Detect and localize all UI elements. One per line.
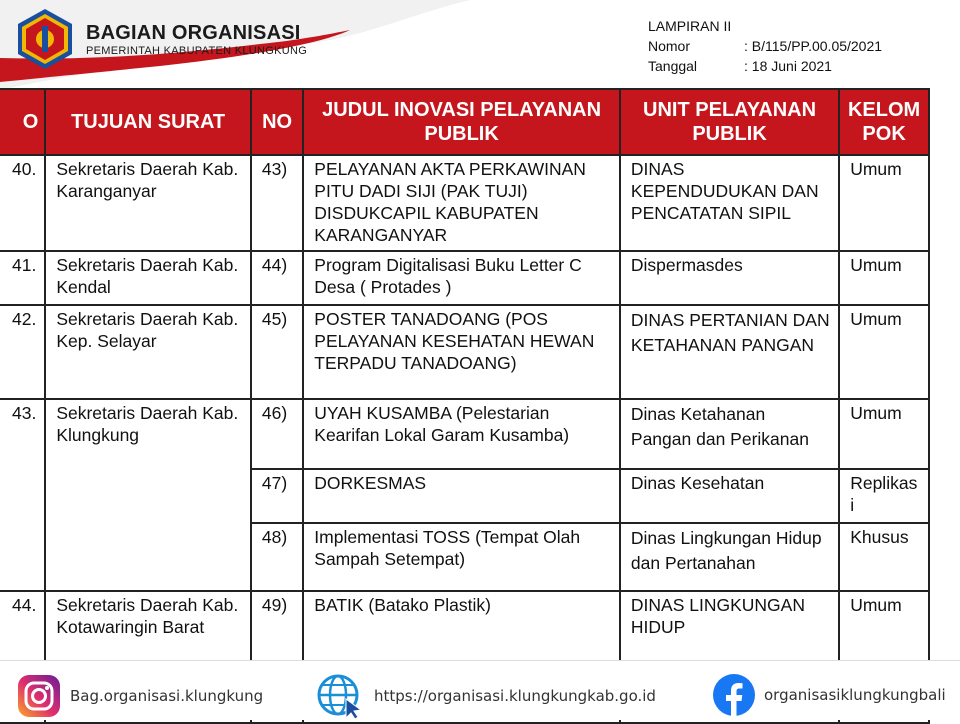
tujuan-surat-cell: Sekretaris Daerah Kab. Kendal [45, 251, 251, 305]
row-number: 41. [0, 251, 45, 305]
table-row [0, 591, 929, 663]
globe-cursor-icon [316, 673, 366, 719]
inovasi-number: 44) [251, 251, 303, 305]
inovasi-number: 45) [251, 305, 303, 399]
facebook-page: organisasiklungkungbali [764, 686, 946, 704]
header-unit-pelayanan: UNIT PELAYANAN PUBLIK [620, 89, 839, 155]
kelompok-cell: Umum [839, 591, 929, 663]
header-kelompok: KELOM POK [839, 89, 929, 155]
page-footer [0, 660, 960, 720]
judul-inovasi-cell: Implementasi TOSS (Tempat Olah Sampah Setempat) [303, 523, 620, 591]
tanggal-value: : 18 Juni 2021 [744, 58, 832, 74]
kelompok-cell: Umum [839, 251, 929, 305]
website-url: https://organisasi.klungkungkab.go.id [374, 687, 656, 705]
header-judul-inovasi: JUDUL INOVASI PELAYANAN PUBLIK [303, 89, 620, 155]
instagram-icon [16, 673, 62, 719]
inovasi-number: 49) [251, 591, 303, 663]
tujuan-surat-cell: Sekretaris Daerah Kab. Kep. Selayar [45, 305, 251, 399]
table-row [0, 251, 929, 305]
inovasi-number: 43) [251, 155, 303, 251]
kelompok-cell: Umum [839, 399, 929, 469]
klungkung-regency-emblem-icon [14, 8, 76, 70]
inovasi-number: 47) [251, 469, 303, 523]
facebook-icon [712, 673, 756, 717]
judul-inovasi-cell: DORKESMAS [303, 469, 620, 523]
kelompok-cell: Umum [839, 305, 929, 399]
page-header [0, 0, 960, 90]
tujuan-surat-cell: Sekretaris Daerah Kab. Kotawaringin Barat [45, 591, 251, 723]
unit-pelayanan-cell: Dinas Ketahanan Pangan dan Perikanan [620, 399, 839, 469]
instagram-handle: Bag.organisasi.klungkung [70, 687, 264, 705]
brand-title: BAGIAN ORGANISASI [86, 22, 301, 44]
kelompok-cell: Umum [839, 155, 929, 251]
unit-pelayanan-cell: DINAS LINGKUNGAN HIDUP [620, 591, 839, 663]
judul-inovasi-cell: UYAH KUSAMBA (Pelestarian Kearifan Lokal Garam Kusamba) [303, 399, 620, 469]
lampiran-info [648, 16, 882, 76]
header-no-inovasi: NO [251, 89, 303, 155]
header-no: O [0, 89, 45, 155]
tanggal-label: Tanggal [648, 58, 698, 74]
row-number: 43. [0, 399, 45, 591]
unit-pelayanan-cell: Dinas Kesehatan [620, 469, 839, 523]
unit-pelayanan-cell: Dispermasdes [620, 251, 839, 305]
table-row [0, 305, 929, 399]
kelompok-cell: Replikas i [839, 469, 929, 523]
table-row [0, 155, 929, 251]
lampiran-title: LAMPIRAN II [648, 18, 732, 34]
unit-pelayanan-cell: DINAS PERTANIAN DAN KETAHANAN PANGAN [620, 305, 839, 399]
header-tujuan-surat: TUJUAN SURAT [45, 89, 251, 155]
tujuan-surat-cell: Sekretaris Daerah Kab. Klungkung [45, 399, 251, 591]
table-row [0, 399, 929, 469]
judul-inovasi-cell: BATIK (Batako Plastik) [303, 591, 620, 663]
kelompok-cell: Khusus [839, 523, 929, 591]
row-number: 44. [0, 591, 45, 723]
unit-pelayanan-cell: Dinas Lingkungan Hidup dan Pertanahan [620, 523, 839, 591]
row-number: 40. [0, 155, 45, 251]
nomor-value: : B/115/PP.00.05/2021 [744, 38, 883, 54]
lampiran-tanggal-row [648, 56, 882, 76]
tujuan-surat-cell: Sekretaris Daerah Kab. Karanganyar [45, 155, 251, 251]
facebook-link[interactable] [712, 673, 946, 717]
lampiran-nomor-row [648, 36, 882, 56]
website-link[interactable] [316, 673, 656, 719]
innovation-table-viewport [0, 88, 960, 660]
instagram-link[interactable] [16, 673, 263, 719]
unit-pelayanan-cell: DINAS KEPENDUDUKAN DAN PENCATATAN SIPIL [620, 155, 839, 251]
judul-inovasi-cell: Program Digitalisasi Buku Letter C Desa ( Protades ) [303, 251, 620, 305]
brand-subtitle: PEMERINTAH KABUPATEN KLUNGKUNG [86, 45, 308, 57]
table-header-row [0, 89, 929, 155]
inovasi-number: 46) [251, 399, 303, 469]
innovation-table [0, 88, 930, 724]
judul-inovasi-cell: POSTER TANADOANG (POS PELAYANAN KESEHATAN HEWAN TERPADU TANADOANG) [303, 305, 620, 399]
inovasi-number: 48) [251, 523, 303, 591]
row-number: 42. [0, 305, 45, 399]
judul-inovasi-cell: PELAYANAN AKTA PERKAWINAN PITU DADI SIJI (PAK TUJI) DISDUKCAPIL KABUPATEN KARANGANYAR [303, 155, 620, 251]
nomor-label: Nomor [648, 38, 691, 54]
